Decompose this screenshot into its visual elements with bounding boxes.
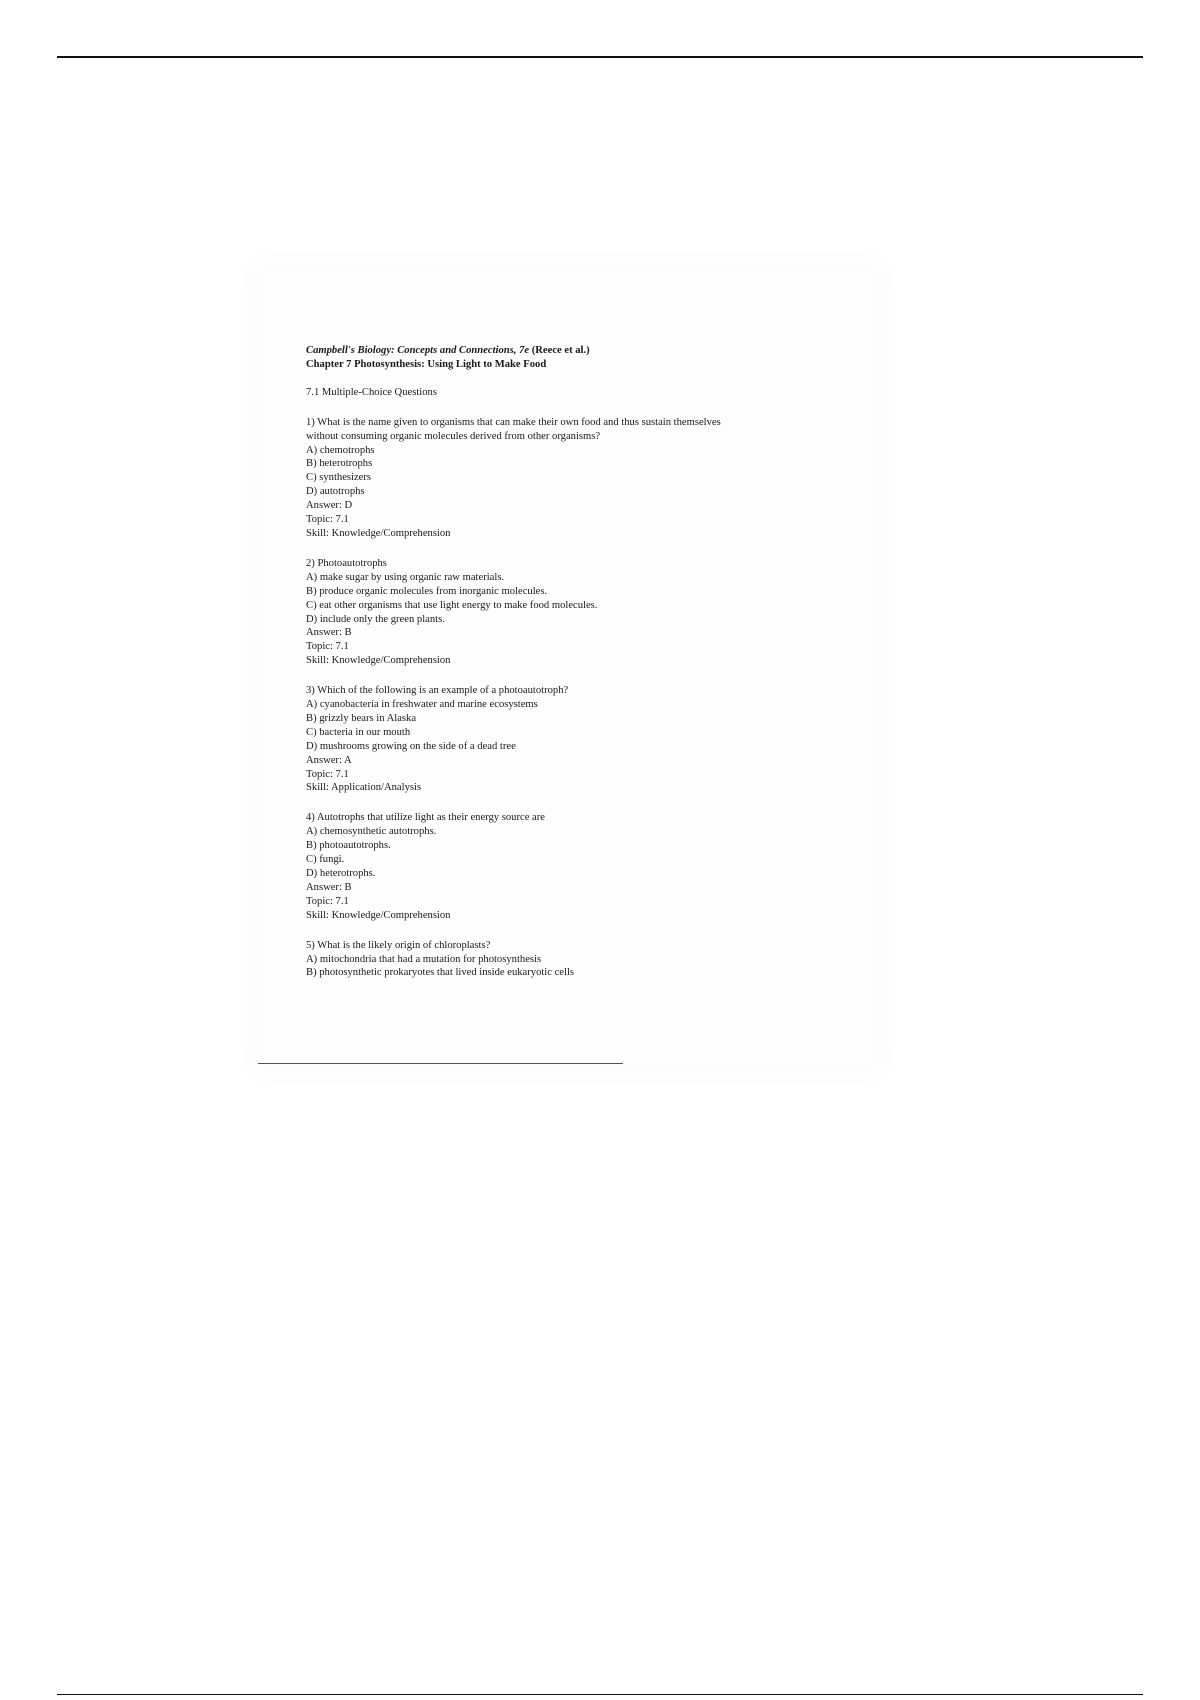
skill: Skill: Knowledge/Comprehension <box>306 655 451 667</box>
option-c: C) eat other organisms that use light energy to make food molecules. <box>306 599 598 611</box>
topic: Topic: 7.1 <box>306 514 349 526</box>
book-title: Campbell's Biology: Concepts and Connections, 7e <box>306 345 530 356</box>
question-stem: 5) What is the likely origin of chloroplasts? <box>306 939 491 951</box>
answer: Answer: B <box>306 881 352 893</box>
answer: Answer: D <box>306 500 353 512</box>
footnote-divider <box>258 1063 623 1064</box>
answer: Answer: B <box>306 627 352 639</box>
topic: Topic: 7.1 <box>306 895 349 907</box>
answer: Answer: A <box>306 754 352 766</box>
bottom-divider <box>57 1694 1143 1695</box>
option-d: D) autotrophs <box>306 486 365 498</box>
book-authors: (Reece et al.) <box>531 345 590 356</box>
option-b: B) photoautotrophs. <box>306 840 391 852</box>
question-stem: 1) What is the name given to organisms that can make their own food and thus sustain themselves <box>306 416 721 428</box>
question-4 <box>306 811 866 922</box>
question-3 <box>306 684 866 795</box>
option-b: B) heterotrophs <box>306 458 373 470</box>
question-stem: 4) Autotrophs that utilize light as their energy source are <box>306 812 545 824</box>
topic: Topic: 7.1 <box>306 641 349 653</box>
chapter-title: Chapter 7 Photosynthesis: Using Light to Make Food <box>306 358 547 370</box>
option-a: A) chemosynthetic autotrophs. <box>306 826 437 838</box>
option-a: A) make sugar by using organic raw materials. <box>306 571 505 583</box>
skill: Skill: Knowledge/Comprehension <box>306 909 451 921</box>
option-a: A) mitochondria that had a mutation for photosynthesis <box>306 953 542 965</box>
option-d: D) include only the green plants. <box>306 613 445 625</box>
option-d: D) heterotrophs. <box>306 868 376 879</box>
question-stem-continued: without consuming organic molecules derived from other organisms? <box>306 430 601 442</box>
skill: Skill: Application/Analysis <box>306 782 422 794</box>
top-divider <box>57 56 1143 58</box>
skill: Skill: Knowledge/Comprehension <box>306 527 451 539</box>
question-stem: 3) Which of the following is an example of a photoautotroph? <box>306 685 569 697</box>
topic: Topic: 7.1 <box>306 768 349 780</box>
option-a: A) cyanobacteria in freshwater and marine ecosystems <box>306 699 538 711</box>
scanned-page <box>258 268 878 1068</box>
question-5 <box>306 939 866 981</box>
question-1 <box>306 416 866 541</box>
option-b: B) produce organic molecules from inorganic molecules. <box>306 585 548 597</box>
option-b: B) grizzly bears in Alaska <box>306 712 417 724</box>
question-2 <box>306 557 866 668</box>
book-header <box>306 344 866 358</box>
question-stem: 2) Photoautotrophs <box>306 557 387 569</box>
option-a: A) chemotrophs <box>306 444 375 456</box>
page-content <box>306 344 866 980</box>
option-b: B) photosynthetic prokaryotes that lived inside eukaryotic cells <box>306 967 575 979</box>
option-c: C) synthesizers <box>306 472 372 484</box>
section-title: 7.1 Multiple-Choice Questions <box>306 386 437 398</box>
option-c: C) bacteria in our mouth <box>306 726 411 738</box>
option-d: D) mushrooms growing on the side of a dead tree <box>306 740 516 752</box>
option-c: C) fungi. <box>306 854 345 866</box>
